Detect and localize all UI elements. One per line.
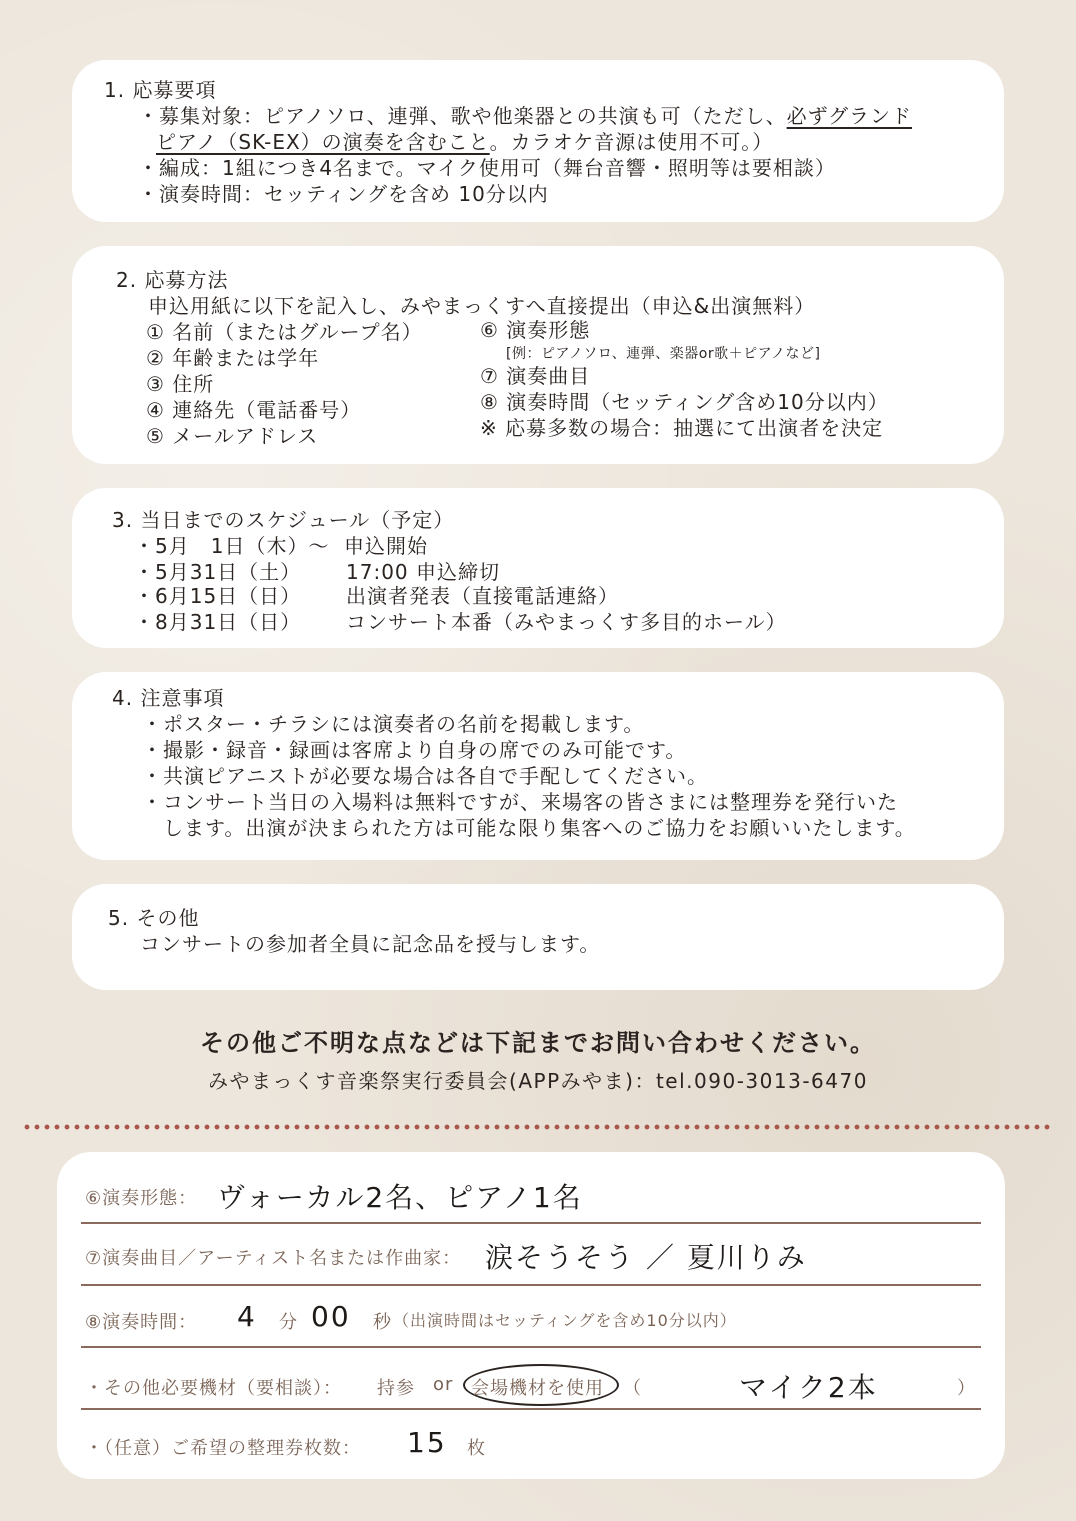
lottery-note: ※ 応募多数の場合：抽選にて出演者を決定 <box>480 416 884 440</box>
schedule-date: ・8月31日（日） <box>134 610 302 634</box>
field-pieces: ⑦ 演奏曲目 <box>480 364 591 388</box>
schedule-date: ・5月31日（土） <box>134 560 302 584</box>
form-duration-label: ⑧演奏時間： <box>85 1312 198 1333</box>
notice-item: ・コンサート当日の入場料は無料ですが、来場客の皆さまには整理券を発行いた <box>142 790 898 814</box>
form-line <box>81 1408 981 1410</box>
section-5-text: コンサートの参加者全員に記念品を授与します。 <box>140 932 601 956</box>
schedule-desc: 申込開始 <box>344 534 428 558</box>
form-equipment-bring: 持参 <box>377 1378 415 1399</box>
section-1-bullet-target <box>138 104 912 128</box>
form-duration-seconds-unit: 秒 <box>373 1312 392 1333</box>
form-duration-minutes: 4 <box>237 1300 257 1333</box>
field-address: ③ 住所 <box>146 372 215 396</box>
section-1-bullet-target-cont <box>156 130 773 154</box>
target-text: ・募集対象：ピアノソロ、連弾、歌や他楽器との共演も可（ただし、 <box>138 104 787 128</box>
notice-item: ・共演ピアニストが必要な場合は各自で手配してください。 <box>142 764 708 788</box>
schedule-date: ・5月 1日（木）～ <box>134 534 330 558</box>
field-email: ⑤ メールアドレス <box>146 424 319 448</box>
field-phone: ④ 連絡先（電話番号） <box>146 398 362 422</box>
form-equipment-close-paren: ） <box>957 1378 976 1399</box>
form-pieces-value: 涙そうそう ／ 夏川りみ <box>485 1241 807 1274</box>
schedule-date: ・6月15日（日） <box>134 584 302 608</box>
contact-org: みやまっくす音楽祭実行委員会(APPみやま)：tel.090-3013-6470 <box>208 1069 868 1093</box>
form-tickets-unit: 枚 <box>467 1438 486 1459</box>
form-line <box>81 1284 981 1286</box>
section-2-intro: 申込用紙に以下を記入し、みやまっくすへ直接提出（申込&出演無料） <box>148 294 816 318</box>
form-equipment-venue: 会場機材を使用 <box>471 1378 604 1399</box>
section-4-card <box>72 672 1004 860</box>
section-1-title: 1. 応募要項 <box>104 78 217 102</box>
form-line <box>81 1222 981 1224</box>
notice-item: ・ポスター・チラシには演奏者の名前を掲載します。 <box>142 712 645 736</box>
form-equipment-value: マイク2本 <box>739 1371 878 1404</box>
section-1-card <box>72 60 1004 222</box>
form-duration-minutes-unit: 分 <box>279 1312 298 1333</box>
field-performance-type: ⑥ 演奏形態 <box>480 318 591 342</box>
form-performance-type-label: ⑥演奏形態： <box>85 1188 198 1209</box>
schedule-desc: 出演者発表（直接電話連絡） <box>346 584 619 608</box>
field-name: ① 名前（またはグループ名） <box>146 320 423 344</box>
target-underlined-1: 必ずグランド <box>786 104 913 128</box>
dotted-divider <box>22 1124 1054 1130</box>
field-age: ② 年齢または学年 <box>146 346 320 370</box>
notice-item: ・撮影・録音・録画は客席より自身の席でのみ可能です。 <box>142 738 687 762</box>
section-3-card <box>72 488 1004 648</box>
schedule-desc: 17:00 申込締切 <box>346 560 500 584</box>
section-3-title: 3. 当日までのスケジュール（予定） <box>112 508 455 532</box>
form-tickets-label: ・（任意）ご希望の整理券枚数： <box>85 1438 361 1459</box>
performance-type-example: [例：ピアノソロ、連弾、楽器or歌＋ピアノなど] <box>506 346 821 362</box>
section-5-card <box>72 884 1004 990</box>
form-equipment-label: ・その他必要機材（要相談）： <box>85 1378 342 1399</box>
section-2-card <box>72 246 1004 464</box>
contact-question: その他ご不明な点などは下記までお問い合わせください。 <box>200 1029 876 1057</box>
section-5-title: 5. その他 <box>108 906 200 930</box>
schedule-desc: コンサート本番（みやまっくす多目的ホール） <box>346 610 787 634</box>
form-performance-type-value: ヴォーカル2名、ピアノ1名 <box>217 1181 583 1214</box>
notice-item: します。出演が決まられた方は可能な限り集客へのご協力をお願いいたします。 <box>142 816 916 840</box>
section-1-bullet-time: ・演奏時間：セッティングを含め 10分以内 <box>138 182 549 206</box>
form-equipment-or: or <box>433 1374 454 1395</box>
field-duration: ⑧ 演奏時間（セッティング含め10分以内） <box>480 390 889 414</box>
application-form <box>57 1152 1005 1479</box>
form-tickets-value: 15 <box>407 1426 447 1459</box>
section-1-bullet-formation: ・編成：1組につき4名まで。マイク使用可（舞台音響・照明等は要相談） <box>138 156 836 180</box>
form-line <box>81 1346 981 1348</box>
section-2-title: 2. 応募方法 <box>116 268 229 292</box>
form-pieces-label: ⑦演奏曲目／アーティスト名または作曲家： <box>85 1248 462 1269</box>
target-underlined-2: ピアノ（SK-EX）の演奏を含むこと <box>156 130 490 154</box>
section-4-title: 4. 注意事項 <box>112 686 225 710</box>
target-text-post: 。カラオケ音源は使用不可。） <box>489 130 774 154</box>
form-duration-note: （出演時間はセッティングを含め10分以内） <box>393 1311 737 1330</box>
form-duration-seconds: 00 <box>311 1300 351 1333</box>
form-equipment-open-paren: （ <box>623 1378 642 1399</box>
